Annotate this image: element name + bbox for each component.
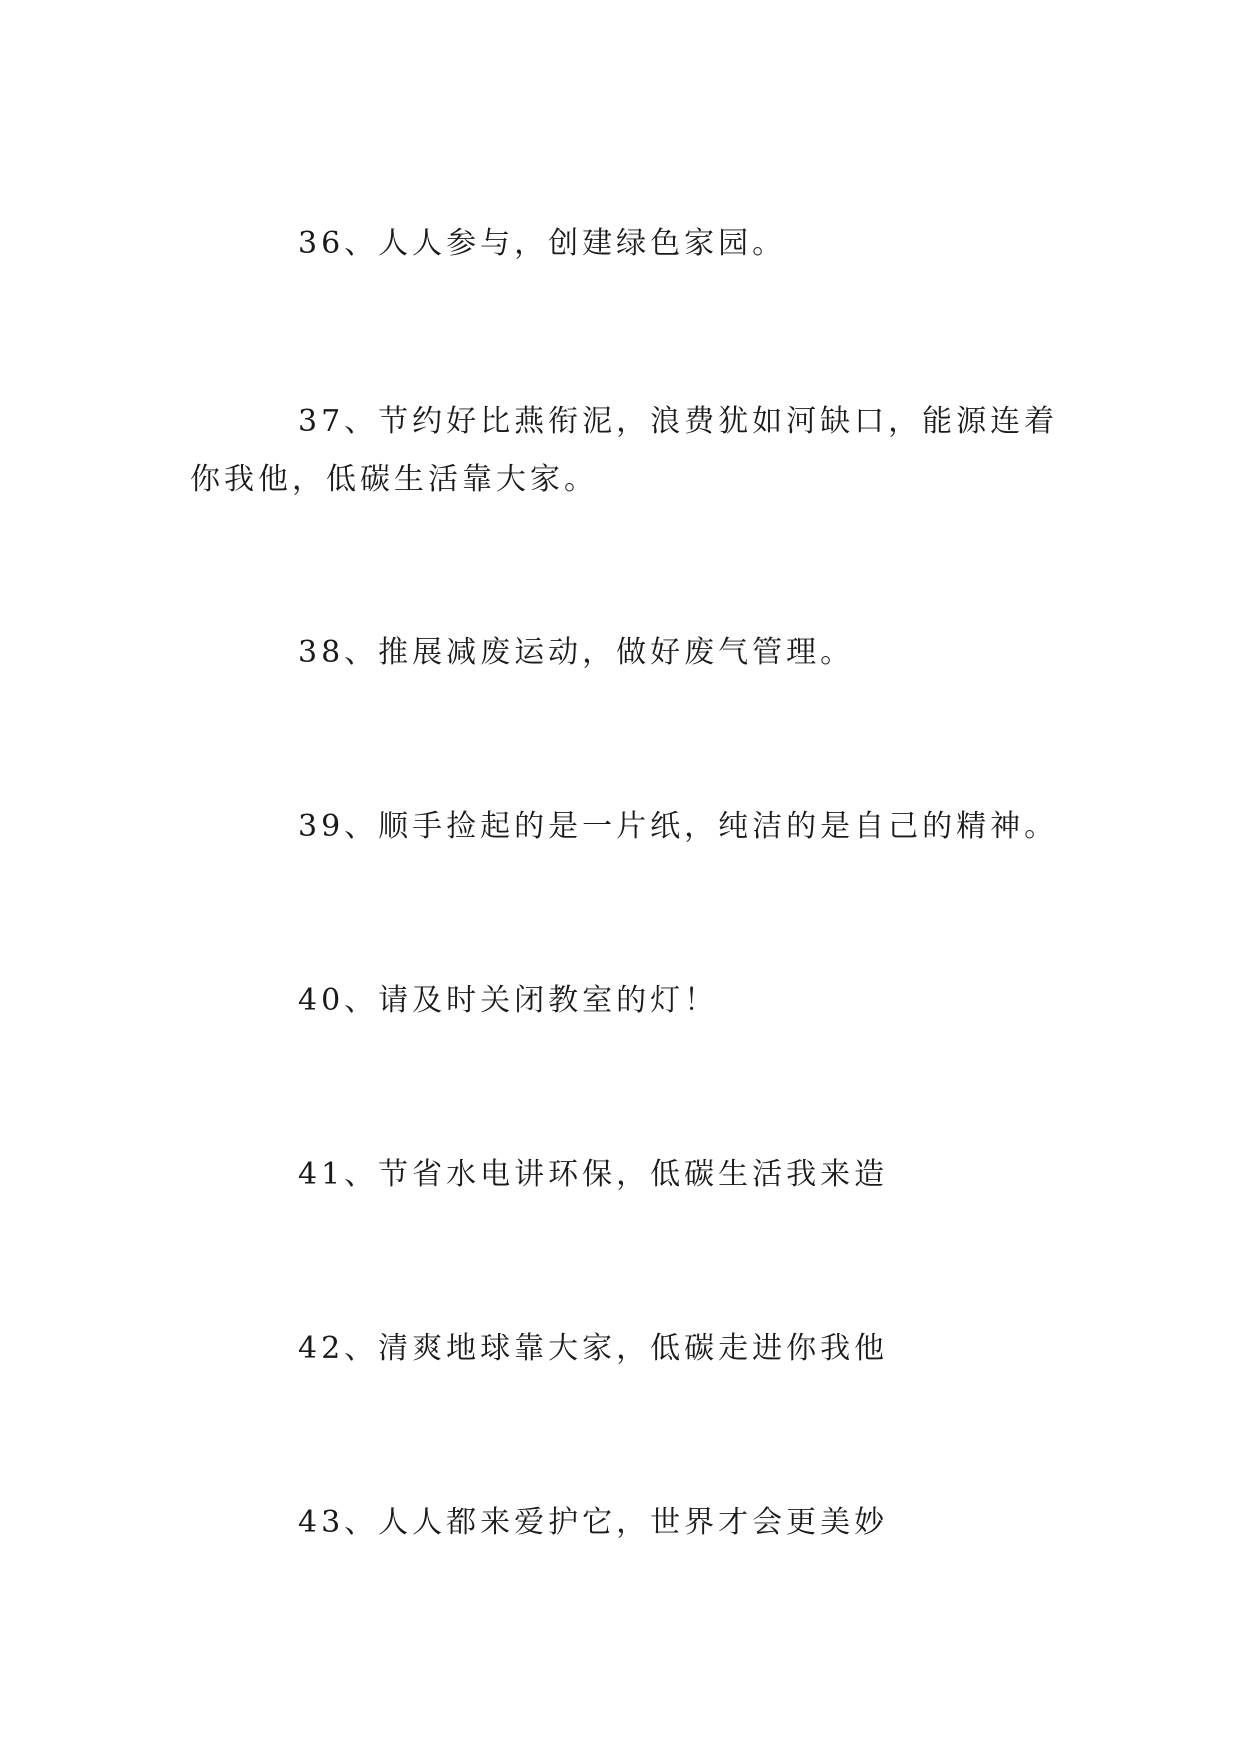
slogan-item-43: 43、人人都来爱护它，世界才会更美妙 [298,1505,889,1540]
slogan-item-37: 37、节约好比燕衔泥，浪费犹如河缺口，能源连着你我他，低碳生活靠大家。 [190,404,1059,497]
slogan-item-42: 42、清爽地球靠大家，低碳走进你我他 [298,1331,889,1366]
slogan-item-38: 38、推展减废运动，做好废气管理。 [298,635,855,670]
slogan-item-40: 40、请及时关闭教室的灯！ [298,983,719,1018]
slogan-item-36: 36、人人参与，创建绿色家园。 [298,226,787,261]
slogan-item-41: 41、节省水电讲环保，低碳生活我来造 [298,1157,889,1192]
slogan-item-39: 39、顺手捡起的是一片纸，纯洁的是自己的精神。 [298,809,1059,844]
